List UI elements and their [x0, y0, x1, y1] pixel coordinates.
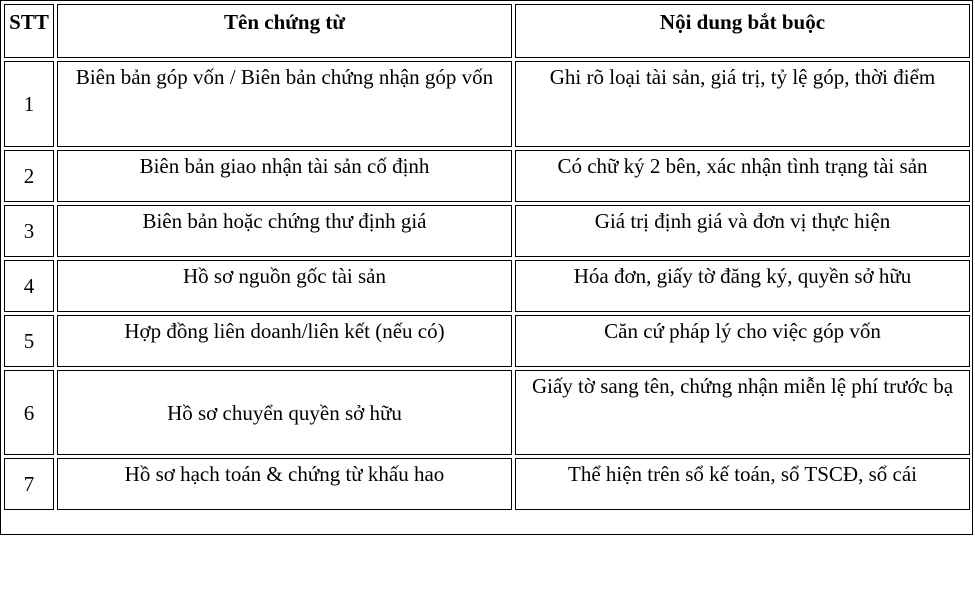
required-content-cell: Giấy tờ sang tên, chứng nhận miễn lệ phí trước bạ: [515, 370, 970, 455]
document-name-cell: Biên bản giao nhận tài sản cố định: [57, 150, 512, 202]
document-name-cell: Hồ sơ hạch toán & chứng từ khấu hao: [57, 458, 512, 510]
row-number: 5: [4, 315, 54, 367]
required-content-cell: Có chữ ký 2 bên, xác nhận tình trạng tài sản: [515, 150, 970, 202]
row-number: 1: [4, 61, 54, 147]
document-name-cell: Hồ sơ chuyển quyền sở hữu: [57, 370, 512, 455]
required-content-cell: Hóa đơn, giấy tờ đăng ký, quyền sở hữu: [515, 260, 970, 312]
table-row: [4, 205, 970, 257]
row-number: 7: [4, 458, 54, 510]
required-content-cell: Thể hiện trên sổ kế toán, sổ TSCĐ, sổ cái: [515, 458, 970, 510]
row-number: 6: [4, 370, 54, 455]
row-number: 4: [4, 260, 54, 312]
required-content-cell: Ghi rõ loại tài sản, giá trị, tỷ lệ góp, thời điểm: [515, 61, 970, 147]
table-row: [4, 61, 970, 147]
table-row: [4, 370, 970, 455]
table-row: [4, 458, 970, 510]
required-content-cell: Căn cứ pháp lý cho việc góp vốn: [515, 315, 970, 367]
row-number: 2: [4, 150, 54, 202]
document-name-cell: Biên bản hoặc chứng thư định giá: [57, 205, 512, 257]
header-document-name: Tên chứng từ: [57, 4, 512, 58]
required-content-cell: Giá trị định giá và đơn vị thực hiện: [515, 205, 970, 257]
table-row: [4, 315, 970, 367]
table-header-row: [4, 4, 970, 58]
required-documents-table: [1, 1, 973, 513]
document-name-cell: Biên bản góp vốn / Biên bản chứng nhận góp vốn: [57, 61, 512, 147]
document-name-cell: Hợp đồng liên doanh/liên kết (nếu có): [57, 315, 512, 367]
header-required-content: Nội dung bắt buộc: [515, 4, 970, 58]
header-stt: STT: [4, 4, 54, 58]
table-row: [4, 150, 970, 202]
table-row: [4, 260, 970, 312]
document-name-cell: Hồ sơ nguồn gốc tài sản: [57, 260, 512, 312]
row-number: 3: [4, 205, 54, 257]
